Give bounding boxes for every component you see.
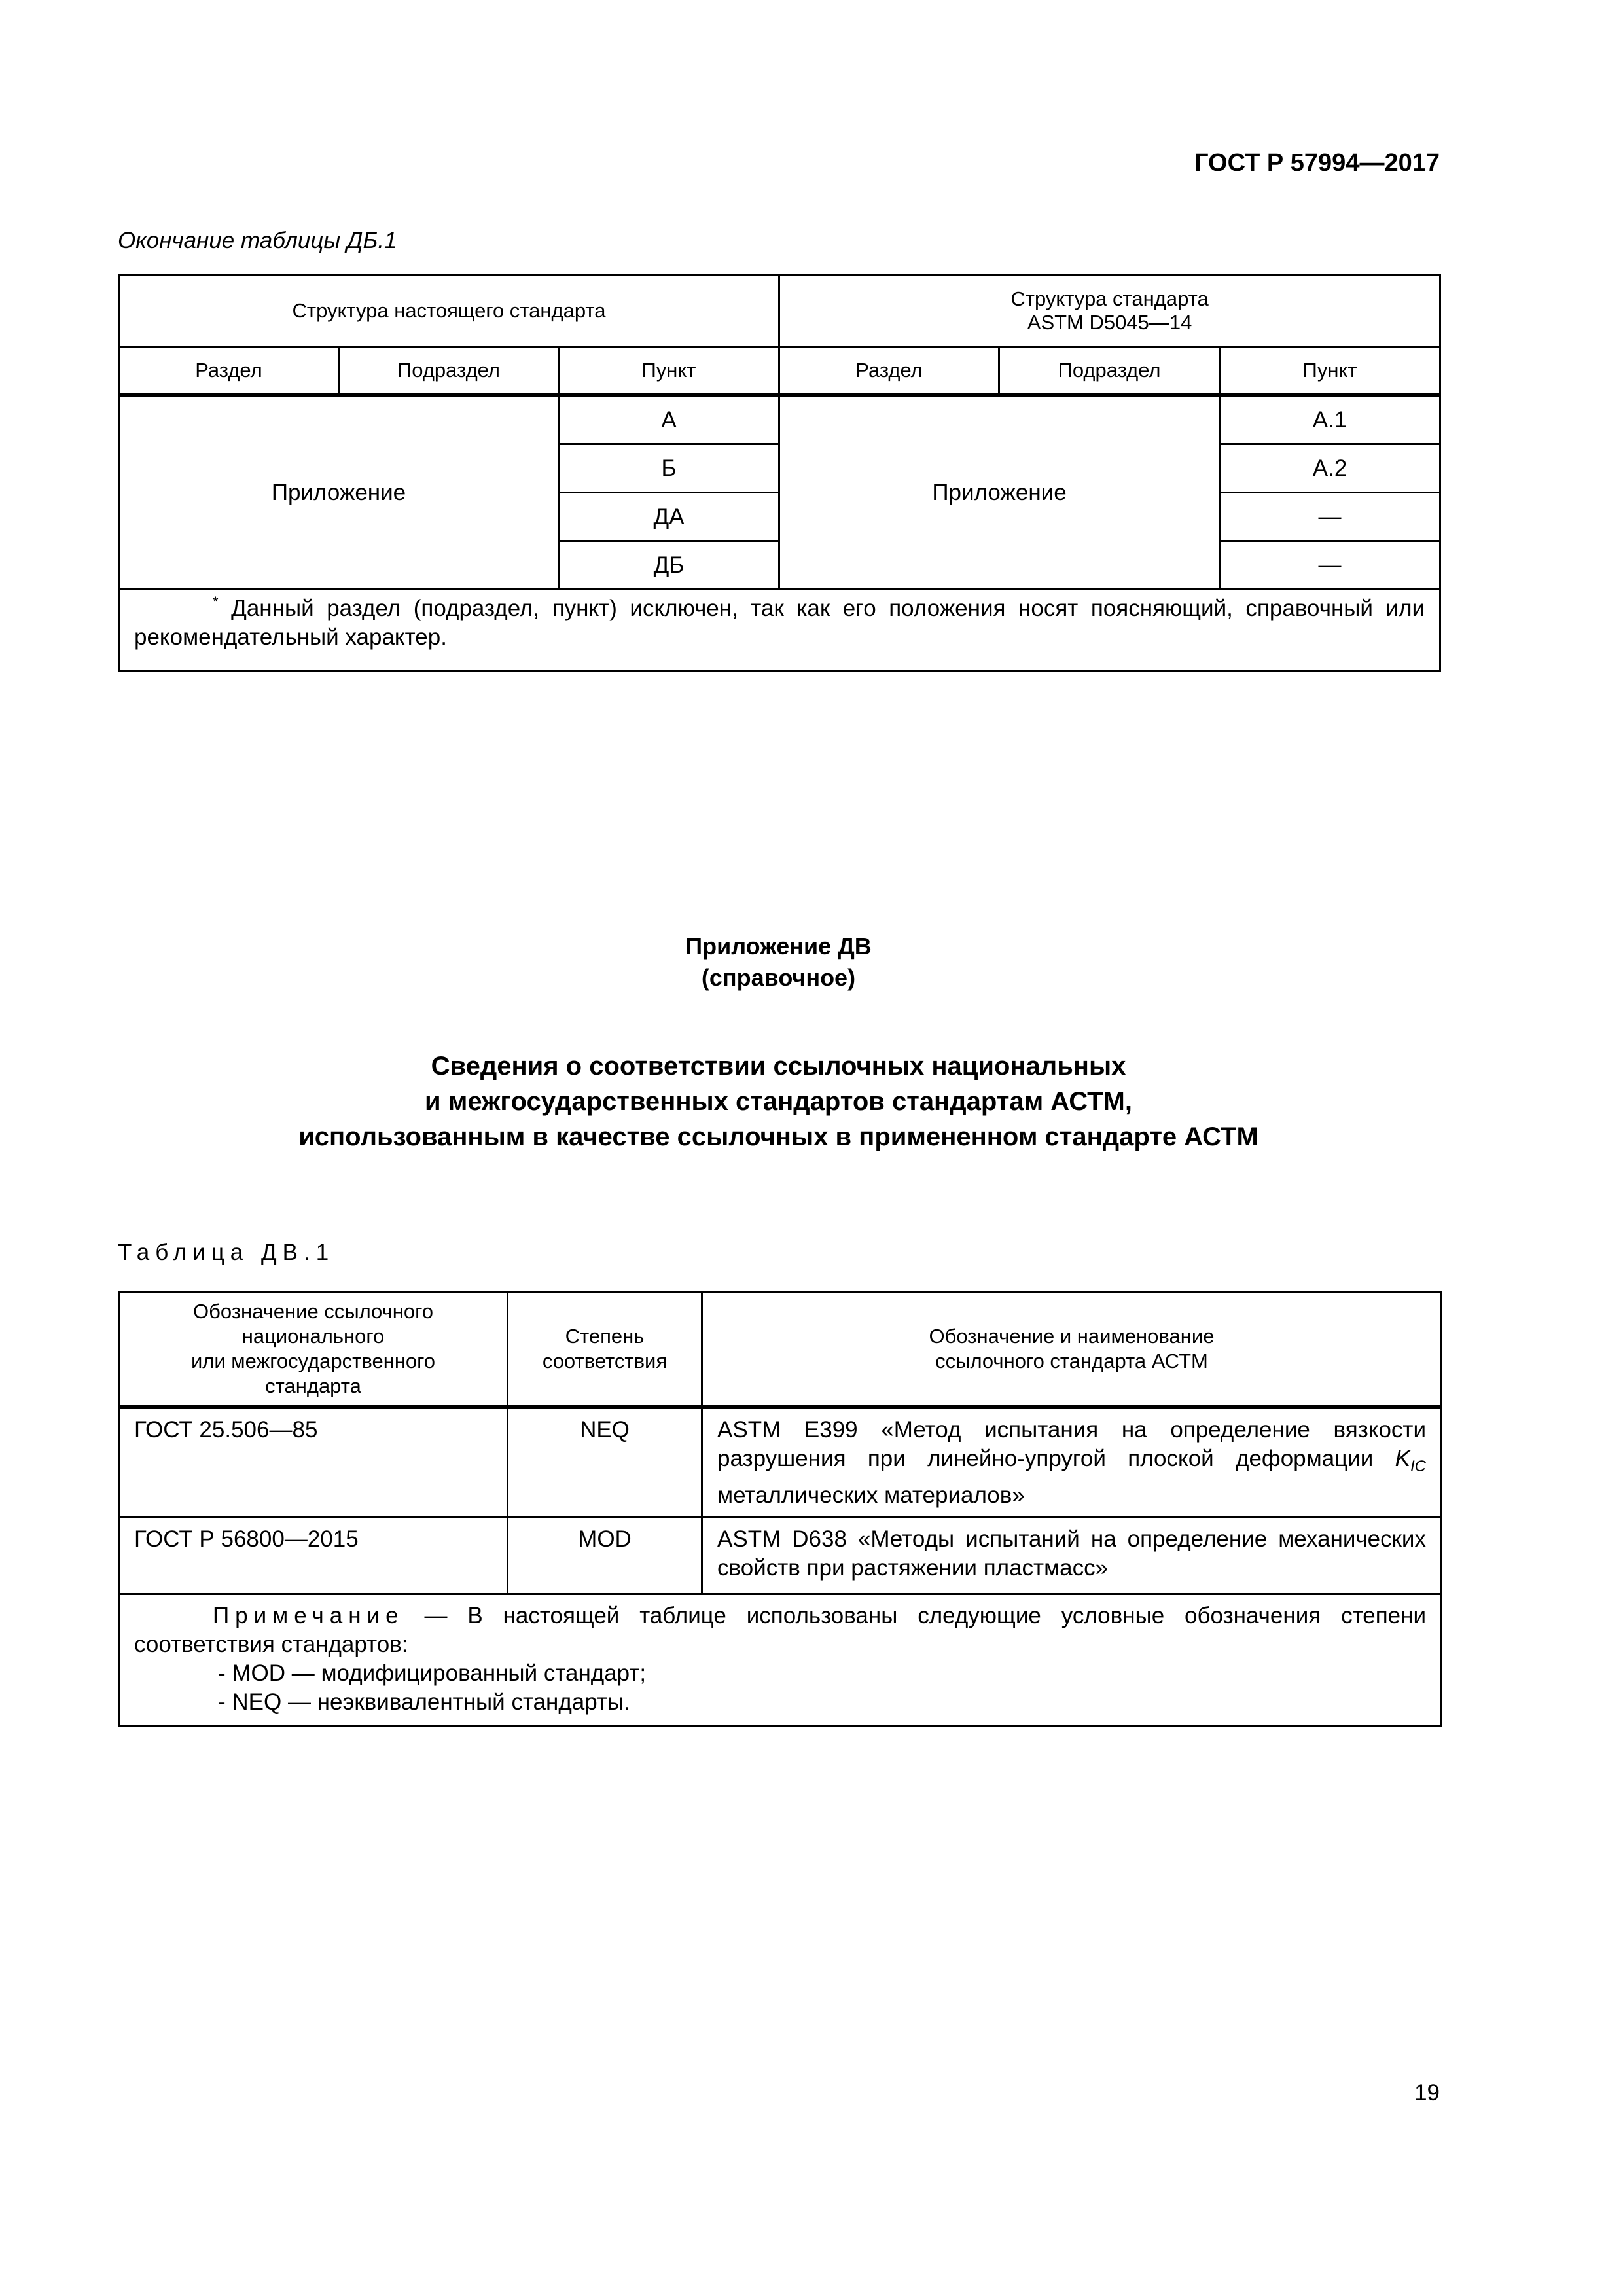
table-row — [119, 1518, 1442, 1594]
reference-text-end: металлических материалов» — [717, 1482, 1025, 1508]
document-code: ГОСТ Р 57994—2017 — [1194, 149, 1440, 177]
annex-heading-line2: и межгосударственных стандартов стандартам АСТМ, — [425, 1087, 1132, 1116]
symbol-k: K — [1395, 1446, 1410, 1471]
annex-title-line1: Приложение ДВ — [685, 933, 872, 960]
table1-right-point: — — [1220, 541, 1440, 590]
note-paragraph — [134, 1602, 1426, 1659]
reference-text: ASTM E399 «Метод испытания на определение вязкости разрушения при линейно-упругой плоской деформации — [717, 1417, 1426, 1471]
table2-header-line: Обозначение ссылочного — [193, 1300, 433, 1323]
table1-col-label: Подраздел — [999, 348, 1220, 395]
table1-left-point: А — [559, 395, 779, 444]
table2-header-line: Обозначение и наименование — [929, 1325, 1215, 1348]
symbol-subscript: IC — [1410, 1458, 1426, 1475]
reference-cell — [702, 1407, 1442, 1518]
table2-header-line: национального — [241, 1325, 385, 1348]
page-number: 19 — [1414, 2080, 1440, 2106]
table2-header-degree — [508, 1292, 702, 1408]
degree-cell: MOD — [508, 1518, 702, 1594]
table1-left-point: ДБ — [559, 541, 779, 590]
table1-right-point: А.2 — [1220, 444, 1440, 493]
table2-note-row — [119, 1594, 1442, 1726]
table1-left-point: Б — [559, 444, 779, 493]
table1-col-label: Раздел — [119, 348, 339, 395]
structure-table — [118, 274, 1441, 672]
note-label: Примечание — [213, 1603, 404, 1628]
table2-header-line: стандарта — [265, 1374, 361, 1397]
table2-note — [119, 1594, 1442, 1726]
standard-cell: ГОСТ Р 56800—2015 — [119, 1518, 508, 1594]
table2-header-line: ссылочного стандарта АСТМ — [935, 1350, 1208, 1372]
note-item: - MOD — модифицированный стандарт; — [218, 1660, 647, 1686]
table1-col-label: Подраздел — [339, 348, 559, 395]
table1-caption: Окончание таблицы ДБ.1 — [118, 228, 397, 253]
table1-group-right-line1: Структура стандарта — [1010, 287, 1209, 310]
annex-title-line2: (справочное) — [701, 964, 856, 991]
footnote-text: Данный раздел (подраздел, пункт) исключен, так как его положения носят поясняющий, справочный или рекомендательный характер. — [134, 596, 1425, 650]
note-item: - NEQ — неэквивалентный стандарты. — [218, 1689, 630, 1715]
reference-cell: ASTM D638 «Методы испытаний на определение механических свойств при растяжении пластмасс» — [702, 1518, 1442, 1594]
annex-heading-line3: использованным в качестве ссылочных в примененном стандарте АСТМ — [298, 1122, 1258, 1151]
annex-heading-line1: Сведения о соответствии ссылочных национальных — [431, 1052, 1126, 1081]
table1-left-point: ДА — [559, 493, 779, 541]
table2-caption: Таблица ДВ.1 — [118, 1240, 335, 1265]
footnote-mark: * — [213, 594, 219, 610]
table1-group-left: Структура настоящего стандарта — [119, 275, 779, 348]
table1-group-right-line2: ASTM D5045—14 — [1027, 311, 1192, 334]
table2-header-reference — [702, 1292, 1442, 1408]
table1-col-label: Раздел — [779, 348, 999, 395]
note-text: — В настоящей таблице использованы следующие условные обозначения степени соответствия стандартов: — [134, 1603, 1426, 1657]
standard-cell: ГОСТ 25.506—85 — [119, 1407, 508, 1518]
table2-header-line: или межгосударственного — [190, 1350, 436, 1372]
table1-group-right — [779, 275, 1440, 348]
table1-right-point: — — [1220, 493, 1440, 541]
table1-col-label: Пункт — [1220, 348, 1440, 395]
table1-col-label: Пункт — [559, 348, 779, 395]
table2-header-standard — [119, 1292, 508, 1408]
table2-header-line: Степень — [565, 1325, 645, 1348]
degree-cell: NEQ — [508, 1407, 702, 1518]
table1-right-point: А.1 — [1220, 395, 1440, 444]
annex-title — [118, 931, 1439, 994]
table1-right-merged-cell: Приложение — [779, 395, 1220, 590]
annex-heading — [118, 1049, 1439, 1155]
table-row — [119, 1407, 1442, 1518]
table2-header-line: соответствия — [542, 1350, 668, 1372]
table1-left-merged-cell: Приложение — [119, 395, 559, 590]
correspondence-table — [118, 1291, 1442, 1727]
table1-footnote — [119, 590, 1440, 672]
